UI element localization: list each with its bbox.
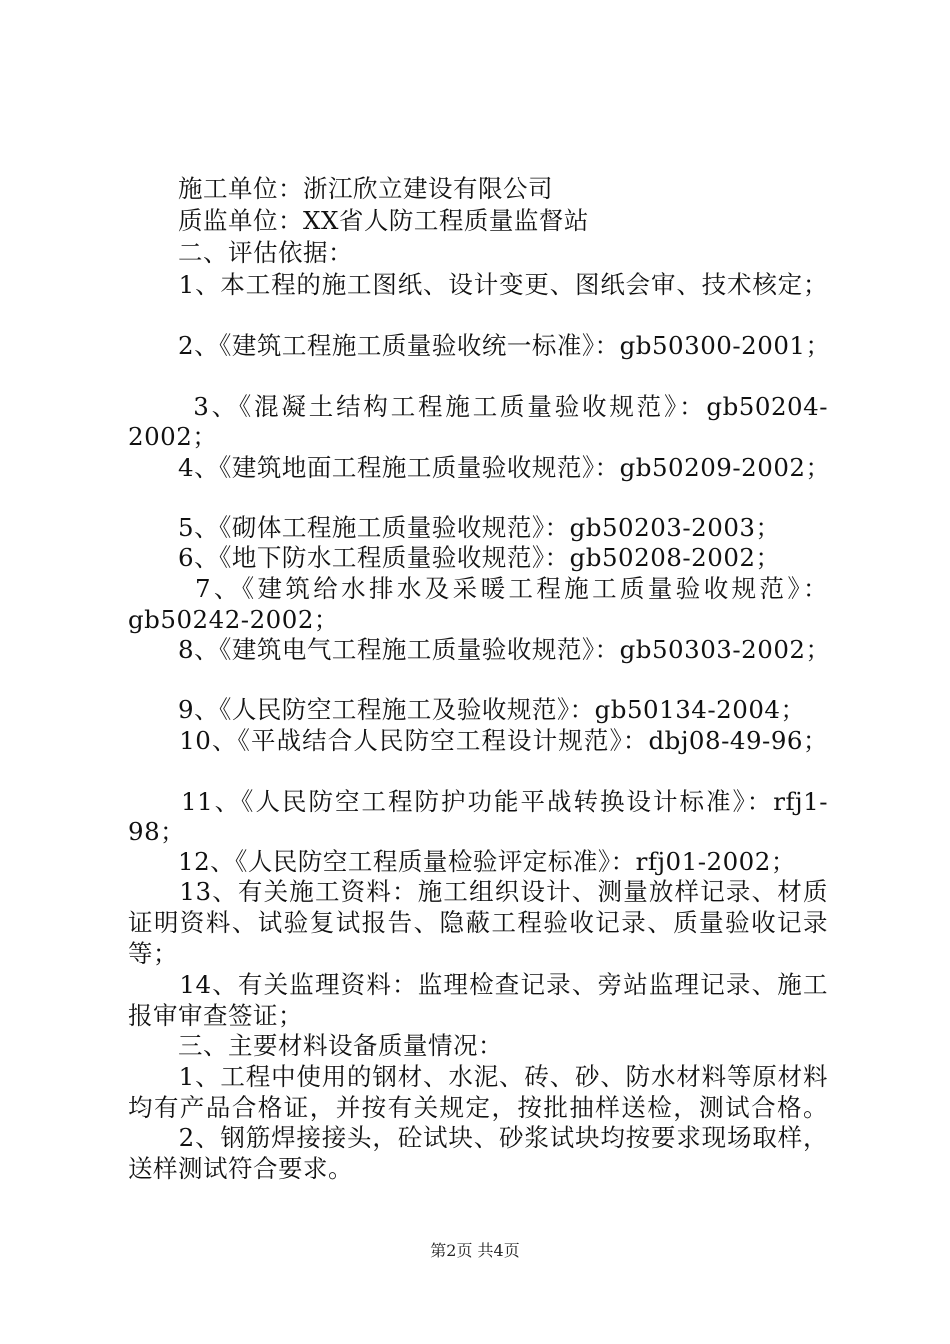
text-line: 12、《人民防空工程质量检验评定标准》：rfj01-2002； (128, 847, 796, 876)
text-line: 1、工程中使用的钢材、水泥、砖、砂、防水材料等原材料 (128, 1062, 828, 1091)
text-line: 均有产品合格证，并按有关规定，按批抽样送检，测试合格。 (128, 1093, 828, 1122)
text-line: 98； (128, 817, 186, 846)
text-line: 质监单位：XX省人防工程质量监督站 (128, 206, 589, 235)
text-line: 施工单位：浙江欣立建设有限公司 (128, 174, 553, 203)
text-line: 9、《人民防空工程施工及验收规范》：gb50134-2004； (128, 695, 806, 724)
text-line: 送样测试符合要求。 (128, 1154, 353, 1183)
text-line: 6、《地下防水工程质量验收规范》：gb50208-2002； (128, 543, 781, 572)
text-line: 5、《砌体工程施工质量验收规范》：gb50203-2003； (128, 513, 781, 542)
text-line: 11、《人民防空工程防护功能平战转换设计标准》：rfj1- (128, 787, 828, 816)
text-line: 三、主要材料设备质量情况： (128, 1031, 503, 1060)
text-line: 10、《平战结合人民防空工程设计规范》：dbj08-49-96； (128, 726, 828, 755)
text-line: 13、有关施工资料：施工组织设计、测量放样记录、材质 (128, 877, 828, 906)
text-line: 二、评估依据： (128, 238, 353, 267)
text-line: 报审审查签证； (128, 1001, 303, 1030)
page-number-footer: 第2页 共4页 (430, 1241, 520, 1260)
text-line: 8、《建筑电气工程施工质量验收规范》：gb50303-2002； (128, 635, 831, 664)
text-line: 3、《混凝土结构工程施工质量验收规范》：gb50204- (128, 392, 828, 421)
text-line: 2002； (128, 422, 218, 451)
text-line: gb50242-2002； (128, 605, 339, 634)
text-line: 1、本工程的施工图纸、设计变更、图纸会审、技术核定； (128, 270, 828, 299)
text-line: 7、《建筑给水排水及采暖工程施工质量验收规范》： (128, 574, 828, 603)
text-line: 等； (128, 939, 178, 968)
text-line: 14、有关监理资料：监理检查记录、旁站监理记录、施工 (128, 970, 828, 999)
text-line: 证明资料、试验复试报告、隐蔽工程验收记录、质量验收记录 (128, 908, 828, 937)
text-line: 4、《建筑地面工程施工质量验收规范》：gb50209-2002； (128, 453, 831, 482)
text-line: 2、《建筑工程施工质量验收统一标准》：gb50300-2001； (128, 331, 831, 360)
text-line: 2、钢筋焊接接头，砼试块、砂浆试块均按要求现场取样， (128, 1123, 828, 1152)
